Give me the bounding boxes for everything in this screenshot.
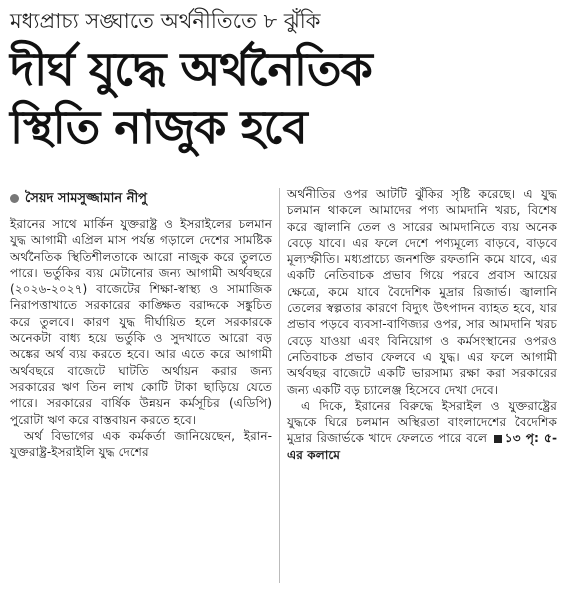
headline-line-2: স্থিতি নাজুক হবে — [10, 100, 307, 154]
author-name: সৈয়দ সামসুজ্জামান নীপু — [25, 191, 148, 206]
headline-line-1: দীর্ঘ যুদ্ধে অর্থনৈতিক — [10, 42, 372, 96]
kicker-headline: মধ্যপ্রাচ্য সঙ্ঘাতে অর্থনীতিতে ৮ ঝুঁকি — [10, 9, 321, 33]
paragraph: ইরানের সাথে মার্কিন যুক্তরাষ্ট্র ও ইসরাইলের চলমান যুদ্ধ আগামী এপ্রিল মাস পর্যন্ত গড়ালে দেশের সামষ্টিক অর্থনৈতিক স্থিতিশীলতাকে আরো নাজুক করে তুলতে পারে। ভর্তুকির ব্যয় মেটানোর জন্য আগামী অর্থবছরে (২০২৬-২০২৭) বাজেটের শিক্ষা-স্বাস্থ্য ও সামাজিক নিরাপত্তাখাতে সরকারের কাঙ্ক্ষিত বরাদ্দকে সঙ্কুচিত করে তুলবে। কারণ যুদ্ধ দীর্ঘায়িত হলে সরকারকে অনেকটা বাধ্য হয়ে ভর্তুকি ও সুদখাতে আরো বড় অঙ্কের অর্থ ব্যয় করতে হবে। আর এতে করে আগামী অর্থবছরে বাজেটে ঘাটতি অর্থায়ন করার জন্য সরকারের ঋণ তিন লাখ কোটি টাকা ছাড়িয়ে যেতে পারে। সরকারের বার্ষিক উন্নয়ন কর্মসূচির (এডিপি) পুরোটা ঋণ করে বাস্তবায়ন করতে হবে। — [10, 217, 272, 427]
paragraph-text: এ দিকে, ইরানের বিরুদ্ধে ইসরাইল ও যুক্তরাষ্ট্রের যুদ্ধকে ঘিরে চলমান অস্থিরতা বাংলাদেশের বৈদেশিক মুদ্রার রিজার্ভকে খাদে ফেলতে পারে বলে — [287, 398, 557, 446]
article-column-left — [10, 188, 272, 460]
main-headline — [10, 40, 565, 156]
paragraph — [287, 398, 557, 463]
byline — [10, 188, 272, 210]
jump-text: ১৩ পৃ: ৫-এর কলামে — [287, 431, 558, 462]
paragraph: অর্থনীতির ওপর আটটি ঝুঁকির সৃষ্টি করেছে। এ যুদ্ধ চলমান থাকলে আমাদের পণ্য আমদানি খরচ, বিশেষ করে জ্বালানি তেল ও সারের আমদানিতে ব্যয় অনেক বেড়ে যাবে। এর ফলে দেশে পণ্যমূল্যে বাড়বে, বাড়বে মূল্যস্ফীতি। মধ্যপ্রাচ্যে জনশক্তি রফতানি কমে যাবে, এর একটি নেতিবাচক প্রভাব গিয়ে পরবে প্রবাস আয়ের ক্ষেত্রে, কমে যাবে বৈদেশিক মুদ্রার রিজার্ভ। জ্বালানি তেলের স্বল্পতার কারণে বিদ্যুৎ উৎপাদন ব্যাহত হবে, যার প্রভাব পড়বে ব্যবসা-বাণিজ্যর ওপর, সার আমদানি খরচ বেড়ে যাওয়া এবং বিনিয়োগ ও কর্মসংস্থানের ওপরও নেতিবাচক প্রভাব ফেলবে এ যুদ্ধ। এর ফলে আগামী অর্থবছর বাজেটে একটি ভারসাম্য রক্ষা করা সরকারের জন্য একটি বড় চ্যালেঞ্জ হিসেবে দেখা দেবে। — [287, 187, 557, 397]
column-divider — [279, 188, 280, 583]
bullet-dot-icon — [10, 194, 19, 203]
square-bullet-icon — [494, 435, 502, 443]
paragraph: অর্থ বিভাগের এক কর্মকর্তা জানিয়েছেন, ইরান-যুক্তরাষ্ট্র-ইসরাইলি যুদ্ধ দেশের — [10, 428, 272, 460]
article-column-right — [287, 186, 557, 463]
